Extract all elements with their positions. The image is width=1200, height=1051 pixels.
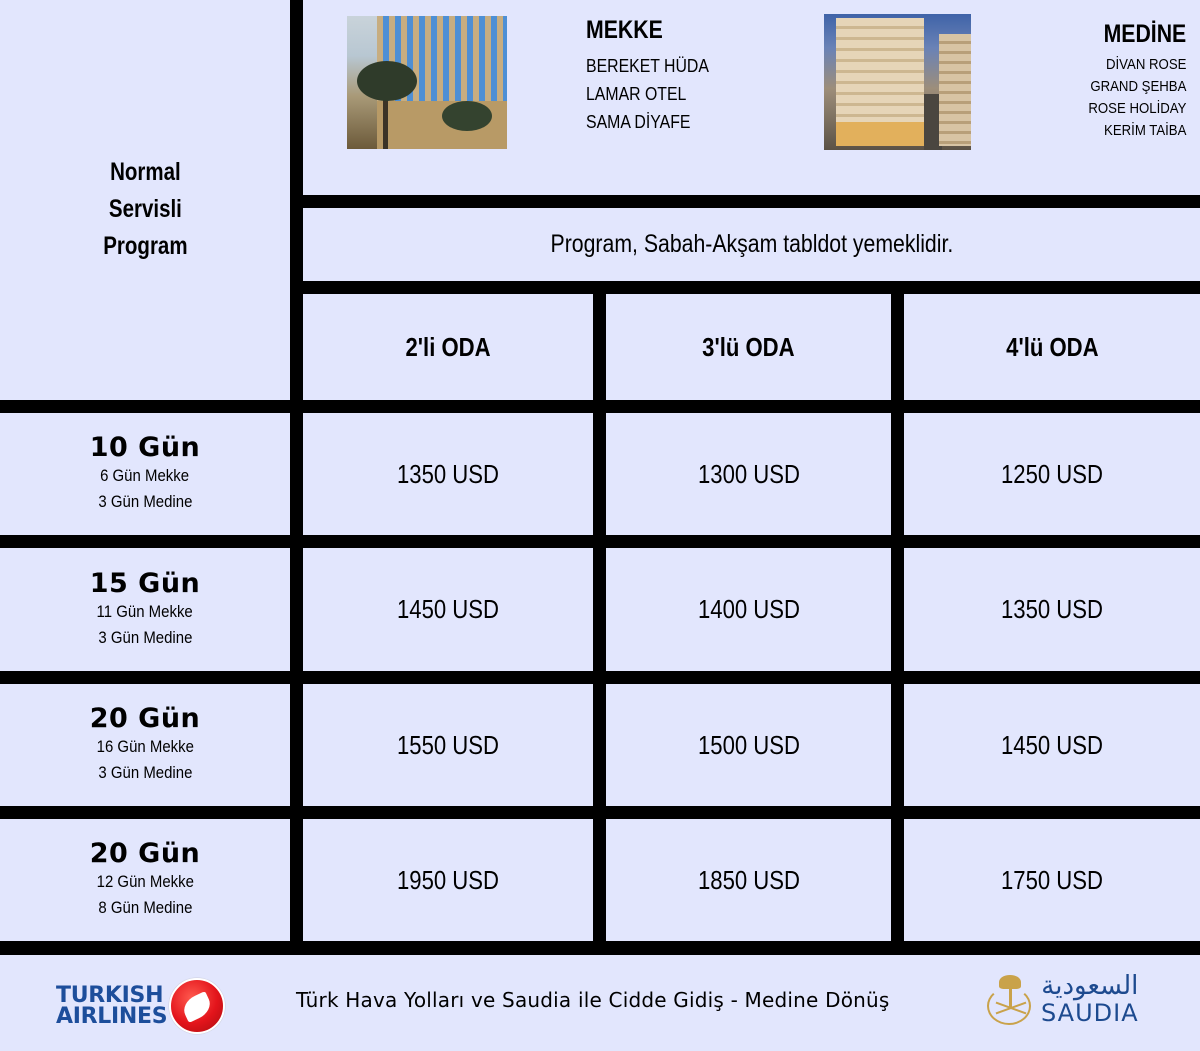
price-cell (606, 548, 891, 671)
hotel-item: LAMAR OTEL (586, 84, 687, 104)
saudia-latin-text: SAUDIA (1041, 999, 1139, 1027)
package-medine-days: 3 Gün Medine (98, 763, 192, 782)
package-days: 20 Gün (89, 838, 201, 869)
price-value: 1350 USD (397, 458, 499, 489)
package-label (0, 819, 290, 941)
mekke-hotel-photo (347, 16, 507, 149)
package-mekke-days: 12 Gün Mekke (96, 872, 194, 891)
turkish-airlines-line2: AIRLINES (56, 1004, 168, 1029)
price-value: 1750 USD (1001, 864, 1103, 895)
price-cell (904, 684, 1200, 806)
room-header-label: 2'li ODA (405, 331, 491, 362)
turkish-airlines-wordmark (56, 985, 167, 1027)
meal-note-cell (303, 208, 1200, 281)
program-title (103, 136, 187, 265)
turkish-airlines-bird-icon (169, 978, 225, 1034)
price-cell (606, 684, 891, 806)
medine-hotel-list (1075, 54, 1186, 142)
program-title-line: Program (102, 231, 188, 260)
package-medine-days: 3 Gün Medine (98, 492, 192, 511)
price-cell (904, 819, 1200, 941)
price-value: 1550 USD (397, 729, 499, 760)
price-value: 1400 USD (697, 594, 800, 624)
price-value: 1950 USD (397, 864, 499, 895)
package-days: 10 Gün (89, 432, 201, 463)
package-label (0, 684, 290, 806)
room-header-label: 3'lü ODA (702, 331, 795, 362)
hotel-item: ROSE HOLİDAY (1087, 100, 1186, 117)
price-value: 1250 USD (1001, 458, 1103, 489)
turkish-airlines-logo (56, 978, 225, 1034)
hotels-header (303, 0, 1200, 195)
price-cell (303, 413, 593, 535)
hotel-item: BEREKET HÜDA (586, 56, 709, 76)
package-label (0, 548, 290, 671)
room-header-triple (606, 294, 891, 400)
hotel-item: GRAND ŞEHBA (1089, 78, 1186, 95)
price-value: 1450 USD (1001, 729, 1103, 760)
hotel-item: KERİM TAİBA (1103, 122, 1186, 139)
program-title-line: Normal (109, 157, 181, 186)
meal-note: Program, Sabah-Akşam tabldot yemeklidir. (550, 230, 953, 258)
program-title-cell (0, 0, 290, 400)
flight-route-text: Türk Hava Yolları ve Saudia ile Cidde Gidiş - Medine Dönüş (296, 988, 890, 1012)
turkish-airlines-line1: TURKISH (56, 983, 164, 1008)
price-value: 1450 USD (397, 594, 499, 624)
medine-city-title: MEDİNE (1103, 20, 1186, 48)
package-mekke-days: 6 Gün Mekke (100, 466, 190, 485)
price-cell (303, 548, 593, 671)
package-medine-days: 8 Gün Medine (98, 898, 192, 917)
saudia-palm-swords-icon (985, 973, 1035, 1025)
package-days: 20 Gün (89, 703, 201, 734)
room-header-label: 4'lü ODA (1005, 331, 1099, 362)
price-cell (303, 819, 593, 941)
room-header-double (303, 294, 593, 400)
saudia-wordmark (1041, 972, 1139, 1026)
mekke-hotel-list (586, 52, 726, 136)
price-value: 1350 USD (1001, 594, 1103, 624)
program-title-line: Servisli (108, 194, 182, 223)
price-cell (303, 684, 593, 806)
package-mekke-days: 11 Gün Mekke (96, 601, 194, 621)
mekke-city-title: MEKKE (586, 16, 663, 44)
hotel-item: DİVAN ROSE (1105, 56, 1186, 73)
price-value: 1850 USD (697, 864, 800, 895)
saudia-logo (985, 972, 1139, 1026)
package-days: 15 Gün (89, 567, 201, 599)
hotel-item: SAMA DİYAFE (586, 112, 691, 132)
package-medine-days: 3 Gün Medine (98, 627, 192, 647)
price-cell (606, 819, 891, 941)
price-value: 1300 USD (697, 458, 800, 489)
medine-hotel-photo (824, 14, 971, 150)
saudia-arabic-text: السعودية (1041, 971, 1139, 1001)
room-header-quad (904, 294, 1200, 400)
price-cell (606, 413, 891, 535)
package-mekke-days: 16 Gün Mekke (96, 737, 194, 756)
price-value: 1500 USD (697, 729, 800, 760)
package-label (0, 413, 290, 535)
price-cell (904, 548, 1200, 671)
price-cell (904, 413, 1200, 535)
